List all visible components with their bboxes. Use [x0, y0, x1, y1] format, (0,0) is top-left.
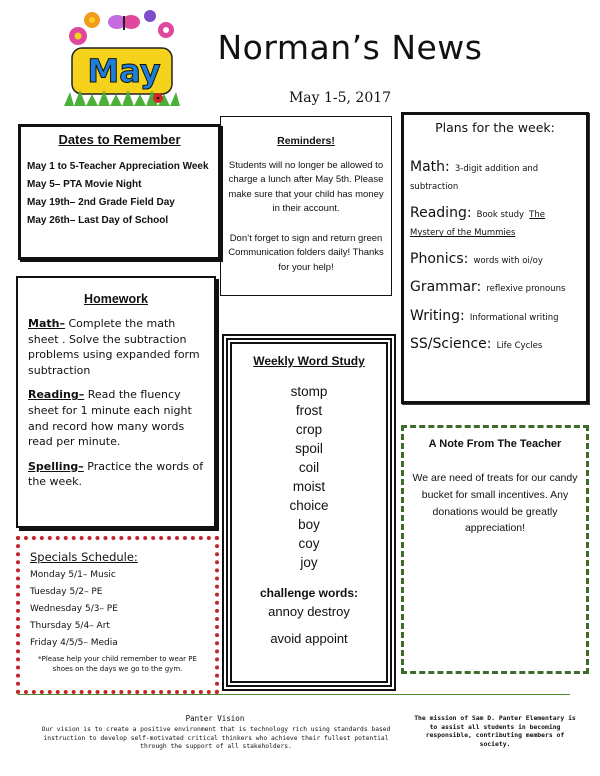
plan-phonics-text: words with oi/oy: [473, 255, 543, 266]
plan-grammar: [410, 277, 580, 295]
vision-text: Our vision is to create a positive environment that is technology rich using standards based instruction to develop self-motivated critical thinkers who achieve their fullest potential through the support of all stakeholders.: [41, 726, 391, 750]
spelling-word: moist: [292, 479, 326, 494]
spelling-word: crop: [295, 422, 323, 437]
spelling-word: frost: [295, 403, 323, 418]
spelling-word: coil: [298, 460, 320, 475]
homework-title: Homework: [84, 292, 148, 306]
plan-science: [410, 334, 580, 352]
plan-writing-label: Writing:: [410, 307, 465, 324]
spelling-word: boy: [298, 517, 320, 532]
spelling-word: coy: [298, 536, 320, 551]
homework-item-reading: [28, 387, 204, 449]
list-item: Thursday 5/4– Art: [30, 621, 110, 631]
list-item: Monday 5/1– Music: [30, 570, 116, 580]
challenge-words-line-1: annoy destroy: [268, 604, 350, 619]
plan-math-text: 3-digit addition and subtraction: [410, 164, 539, 193]
homework-item-spelling: [28, 459, 204, 490]
specials-note: *Please help your child remember to wear PE shoes on the days we go to the gym.: [38, 655, 197, 673]
plan-phonics: [410, 249, 580, 267]
reminders-box: [220, 116, 392, 296]
plan-grammar-label: Grammar:: [410, 279, 482, 296]
homework-subject: Math–: [28, 317, 65, 330]
plan-reading-text: Book study: [476, 209, 525, 220]
challenge-words-label: challenge words:: [259, 586, 359, 600]
page-title: Norman’s News: [217, 28, 483, 67]
mission-text: The mission of Sam D. Panter Elementary is to assist all students in becoming responsible, contributing members of society.: [414, 714, 576, 748]
reminder-lunch-text: Students will no longer be allowed to charge a lunch after May 5th. Please make sure that your child has money in their account.: [228, 160, 384, 214]
teacher-note-text: We are need of treats for our candy bucket for small incentives. Any donations would be greatly appreciation!: [412, 472, 578, 535]
reminders-title: Reminders!: [277, 135, 335, 147]
plan-grammar-text: reflexive pronouns: [486, 284, 566, 295]
list-item: Friday 4/5/5– Media: [30, 638, 118, 648]
list-item: May 26th– Last Day of School: [27, 215, 169, 226]
challenge-words-line-2: avoid appoint: [270, 631, 348, 646]
spelling-word: stomp: [290, 384, 328, 399]
plan-writing: [410, 306, 580, 324]
homework-text: Practice the words of the week.: [28, 459, 204, 489]
plan-reading: [410, 203, 580, 239]
plan-reading-book: The Mystery of the Mummies: [410, 209, 545, 239]
homework-subject: Reading–: [28, 388, 85, 402]
plan-writing-text: Informational writing: [469, 312, 559, 323]
spelling-word: spoil: [295, 441, 323, 456]
specials-schedule-box: [16, 536, 219, 694]
spelling-word: choice: [289, 498, 329, 513]
specials-list: [30, 570, 205, 648]
homework-item-math: [28, 316, 204, 378]
plans-title: Plans for the week:: [435, 120, 555, 135]
dates-to-remember-box: [18, 124, 221, 260]
spelling-word: joy: [300, 555, 318, 570]
list-item: May 19th– 2nd Grade Field Day: [27, 197, 175, 208]
homework-box: [16, 276, 216, 528]
list-item: Wednesday 5/3– PE: [30, 604, 118, 614]
word-study-box: [222, 334, 396, 691]
plan-math-label: Math:: [410, 159, 450, 175]
logo-text: May: [87, 52, 161, 90]
plan-science-label: SS/Science:: [410, 336, 492, 353]
specials-title: Specials Schedule:: [30, 550, 138, 564]
footer-divider: [18, 694, 570, 695]
word-study-title: Weekly Word Study: [253, 354, 365, 368]
teacher-note-box: [401, 425, 589, 674]
plan-science-text: Life Cycles: [496, 341, 543, 352]
teacher-note-title: A Note From The Teacher: [428, 438, 562, 450]
dates-title: Dates to Remember: [58, 132, 181, 147]
homework-text: Read the fluency sheet for 1 minute each night and record how many words read per minute.: [28, 388, 192, 449]
may-logo: [62, 8, 182, 108]
plans-box: [401, 112, 589, 404]
plan-reading-label: Reading:: [410, 204, 472, 221]
list-item: Tuesday 5/2– PE: [30, 587, 103, 597]
list-item: May 5– PTA Movie Night: [27, 179, 142, 190]
newsletter-date: May 1-5, 2017: [288, 90, 392, 106]
plan-phonics-label: Phonics:: [410, 250, 469, 267]
reminder-folders-text: Don’t forget to sign and return green Communication folders daily! Thanks for your help!: [228, 233, 384, 273]
vision-title: Panter Vision: [185, 714, 245, 723]
plan-math: [410, 157, 580, 193]
homework-text: Complete the math sheet . Solve the subtraction problems using expanded form subtraction: [28, 317, 200, 377]
list-item: May 1 to 5-Teacher Appreciation Week: [27, 161, 209, 172]
homework-subject: Spelling–: [28, 459, 84, 473]
dates-list: [27, 161, 212, 226]
